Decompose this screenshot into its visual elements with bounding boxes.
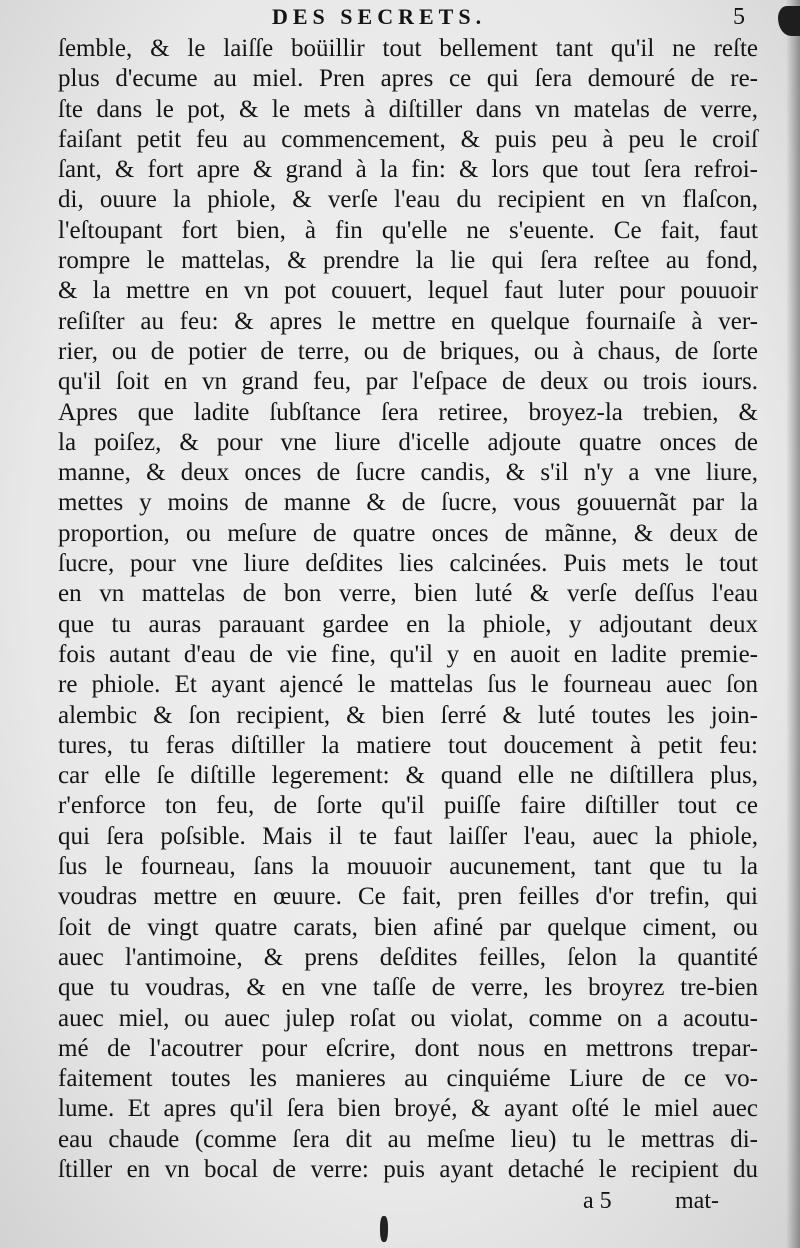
catchword: mat- — [675, 1188, 719, 1214]
text-line: alembic & ſon recipient, & bien ſerré & luté toutes les join- — [58, 701, 758, 729]
text-line: mettes y moins de manne & de ſucre, vous gouuernãt par la — [58, 489, 758, 517]
text-line: ſte dans le pot, & le mets à diſtiller dans vn matelas de verre, — [58, 95, 758, 123]
text-line: car elle ſe diſtille legerement: & quand elle ne diſtillera plus, — [58, 762, 758, 790]
text-line: auec l'antimoine, & prens deſdites feilles, ſelon la quantité — [58, 943, 758, 971]
running-title: DES SECRETS. — [272, 4, 487, 29]
body-text — [58, 34, 758, 1185]
text-line: en vn mattelas de bon verre, bien luté & verſe deſſus l'eau — [58, 580, 758, 608]
binding-edge-shadow — [786, 0, 800, 1248]
text-line: faiſant petit feu au commencement, & puis peu à peu le croiſ — [58, 125, 758, 153]
signature-mark: a 5 — [583, 1188, 612, 1214]
text-line: tures, tu feras diſtiller la matiere tout doucement à petit feu: — [58, 731, 758, 759]
text-line: proportion, ou meſure de quatre onces de mãnne, & deux de — [58, 519, 758, 547]
page-footer — [0, 1188, 800, 1228]
text-line: mé de l'acoutrer pour eſcrire, dont nous en mettrons trepar- — [58, 1034, 758, 1062]
text-line: reſiſter au feu: & apres le mettre en quelque fournaiſe à ver- — [58, 307, 758, 335]
text-line: lume. Et apres qu'il ſera bien broyé, & ayant oſté le miel auec — [58, 1095, 758, 1123]
text-line: ſant, & fort apre & grand à la fin: & lors que tout ſera refroi- — [58, 156, 758, 184]
text-line: di, ouure la phiole, & verſe l'eau du recipient en vn flaſcon, — [58, 186, 758, 214]
page-number: 5 — [733, 4, 745, 30]
text-line: Apres que ladite ſubſtance ſera retiree, broyez-la trebien, & — [58, 398, 758, 426]
text-line: ſemble, & le laiſſe boüillir tout bellement tant qu'il ne reſte — [58, 35, 758, 62]
text-line: auec miel, ou auec julep roſat ou violat, comme on a acoutu- — [58, 1004, 758, 1032]
text-line: r'enforce ton feu, de ſorte qu'il puiſſe faire diſtiller tout ce — [58, 792, 758, 820]
text-line: manne, & deux onces de ſucre candis, & s'il n'y a vne liure, — [58, 459, 758, 487]
text-line: ſucre, pour vne liure deſdites lies calcinées. Puis mets le tout — [58, 550, 758, 578]
text-line: eau chaude (comme ſera dit au meſme lieu) tu le mettras di- — [58, 1125, 758, 1153]
text-line: plus d'ecume au miel. Pren apres ce qui ſera demouré de re- — [58, 65, 758, 93]
text-line: qu'il ſoit en vn grand feu, par l'eſpace de deux ou trois iours. — [58, 368, 758, 396]
text-line: ſus le fourneau, ſans la mouuoir aucunement, tant que tu la — [58, 853, 758, 881]
text-line: qui ſera poſsible. Mais il te faut laiſſer l'eau, auec la phiole, — [58, 822, 758, 850]
ink-mark — [380, 1216, 388, 1242]
text-line: ſoit de vingt quatre carats, bien afiné par quelque ciment, ou — [58, 913, 758, 941]
text-line: rier, ou de potier de terre, ou de briques, ou à chaus, de ſorte — [58, 337, 758, 365]
text-line: re phiole. Et ayant ajencé le mattelas ſus le fourneau auec ſon — [58, 671, 758, 699]
text-line: fois autant d'eau de vie fine, qu'il y en auoit en ladite premie- — [58, 640, 758, 668]
text-line: voudras mettre en œuure. Ce fait, pren feilles d'or trefin, qui — [58, 883, 758, 911]
text-line: que tu voudras, & en vne taſſe de verre, les broyrez tre-bien — [58, 974, 758, 1002]
page-header — [0, 4, 800, 32]
text-line: l'eſtoupant fort bien, à fin qu'elle ne s'euente. Ce fait, faut — [58, 216, 758, 244]
text-line: faitement toutes les manieres au cinquiéme Liure de ce vo- — [58, 1065, 758, 1093]
text-line: rompre le mattelas, & prendre la lie qui ſera reſtee au fond, — [58, 247, 758, 275]
text-line: que tu auras parauant gardee en la phiole, y adjoutant deux — [58, 610, 758, 638]
text-line: ſtiller en vn bocal de verre: puis ayant detaché le recipient du — [58, 1155, 758, 1183]
text-line: la poiſez, & pour vne liure d'icelle adjoute quatre onces de — [58, 428, 758, 456]
text-line: & la mettre en vn pot couuert, lequel faut luter pour pouuoir — [58, 277, 758, 305]
